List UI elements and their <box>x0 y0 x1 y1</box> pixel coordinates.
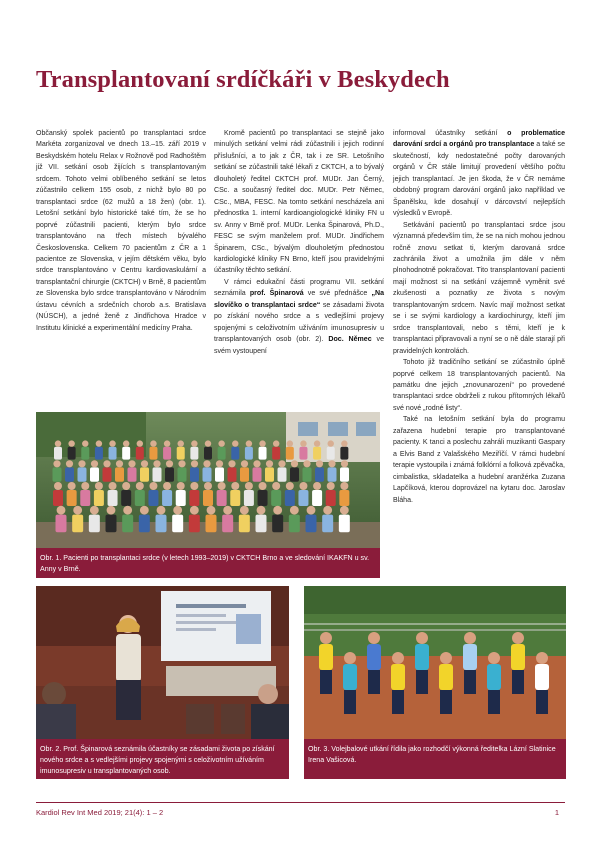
paragraph: Také na letošním setkání byla do programu zařazena hudební terapie pro transplantované pacienty. K tanci a poslechu zahráli muzikanti Gaspary a Elvis Band z Valašského Meziříčí. V rámci hudební terapie vystoupila i známá folklórní a folková zpěvačka, cimbalistka, skladatelka a hudební aranžérka Zuzana Lapčíková, kterou doprovázel na kytaru doc. Jaroslav Bláha. <box>393 416 565 504</box>
figure-1-caption: Obr. 1. Pacienti po transplantaci srdce (v letech 1993–2019) v CKTCH Brno a ve sledování IKAKFN u sv. Anny v Brně. <box>36 548 380 578</box>
figure-3-caption: Obr. 3. Volejbalové utkání řídila jako rozhodčí výkonná ředitelka Lázní Slatinice Irena Vašicová. <box>304 739 566 779</box>
text-run: a také se skutečností, kdy nedostatečné počty darovaných orgánů v ČR stále limitují provedení většího počtu jejich transplantací. Je jen škoda, že v ČR nemáme obdobný program darování orgánů jako například ve Španělsku, kde dosahují v dárcovství nejlepších výsledků v Evropě. <box>393 141 565 218</box>
bold-name: prof. Špinarová <box>249 290 304 298</box>
text-run: se zásadami života po získání nového srdce a s vedlejšími projevy spojenými s celoživotním užíváním imunosupresiv u transplantovaných osob (obr. 2). <box>214 301 384 344</box>
paragraph <box>214 277 384 357</box>
bold-name: Doc. Němec <box>328 336 372 344</box>
paragraph <box>393 128 565 220</box>
text-column-1 <box>36 128 206 334</box>
group-photo <box>36 412 380 548</box>
figure-2-caption: Obr. 2. Prof. Špinarová seznámila účastníky se zásadami života po získání nového srdce a s vedlejšími projevy spojenými s celoživotním užíváním imunosupresiv u transplantovaných osob. <box>36 739 289 779</box>
text-run: ve své přednášce <box>303 290 372 298</box>
volleyball-photo <box>304 586 566 739</box>
lecture-title: „Na slovíčko o transplantaci srdce“ <box>214 290 384 309</box>
journal-citation: Kardiol Rev Int Med 2019; 21(4): 1 – 2 <box>36 808 164 817</box>
paragraph: Občanský spolek pacientů po transplantaci srdce Markéta zorganizoval ve dnech 13.–15. září 2019 v Beskydském hotelu Relax v Rožnově pod Radhoštěm již VII. setkání osob žijících s transplantovaným srdcem. Tohoto velmi oblíbeného setkání se letos zúčastnilo celkem 155 osob, z nichž bylo 80 po transplantaci srdce (62 mužů a 18 žen) (obr. 1). Letošní setkání bylo historické také tím, že se ho poprvé zúčastnili pacienti, kterým bylo srdce transplantováno na třech místech bývalého Československa. Celkem 70 pacientům z ČR a 1 pacientce ze Slovenska, v jejím dětském věku, bylo srdce transplantováno v Centru kardiovaskulární a transplantační chirurgie (CKTCH) v Brně, 8 pacientům ze Slovenska bylo srdce transplantováno v Národním ústavu cévních a srdečních chorob a.s. Bratislava (NÚSCH), a jedné ženě z Jindřichova Hradce v Institutu klinické a experimentální medicíny Praha. <box>36 130 206 332</box>
bold-topic: o problematice darování srdcí a orgánů pro transplantace <box>393 130 565 149</box>
text-run: V rámci edukační části programu VII. setkání seznámila <box>214 278 384 298</box>
text-column-3 <box>393 128 565 506</box>
paragraph: Kromě pacientů po transplantaci se stejně jako minulých setkání velmi rádi zúčastnili i jejich rodinní příslušníci, a to jak z ČR, tak i ze SR. Letošního setkání se zúčastnili také lékaři z CKTCH, a to bývalý dlouholetý ředitel CKTCH prof. MUDr. Jan Černý, CSc. a současný ředitel doc. MUDr. Petr Němec, CSc., MBA, FESC. Na tomto setkání nescházela ani přednostka 1. interní kardioangiologické kliniky FN u sv. Anny v Brně prof. MUDr. Lenka Špinarová, Ph.D., FESC se svým manželem prof. MUDr. Jindřichem Špinarem, CSc., bývalým dlouholetým přednostou kardiologické kliniky FN Brno, kteří jsou pravidelnými účastníky těchto setkání. <box>214 130 384 275</box>
text-run: ve svém vystoupení <box>214 336 384 355</box>
footer-rule <box>36 802 565 803</box>
page-number: 1 <box>554 808 559 817</box>
text-run: informoval účastníky setkání <box>393 130 508 137</box>
paragraph: Setkávání pacientů po transplantaci srdce jsou významná především tím, že se na nich mohou jednou ročně znovu setkat ti, kterým darovaná srdce zachránila život a umožnila jim dále v něm plnohodnotně pokračovat. Tito transplantovaní pacienti mají možnost si na setkání vzájemně vyměnit své zkušenosti a poznatky ze života s novým transplantovaným srdcem. Navíc mají možnost setkat se i se svými kardiology a kardiochirurgy, kteří jim srdce transplantovali, nebo s těmi, kteří je k transplantaci připravovali a nyní se o ně dále starají při pravidelných kontrolách. <box>393 221 565 355</box>
lecture-photo <box>36 586 289 739</box>
article-title: Transplantovaní srdíčkáři v Beskydech <box>36 66 450 93</box>
text-column-2 <box>214 128 384 357</box>
paragraph: Tohoto již tradičního setkání se zúčastnilo úplně poprvé celkem 18 transplantovaných pacientů. Na památku dne jejich „znovunarození“ po provedené transplantaci srdce obdrželi z rukou přítomných lékařů své nové „rodné listy“. <box>393 359 565 412</box>
